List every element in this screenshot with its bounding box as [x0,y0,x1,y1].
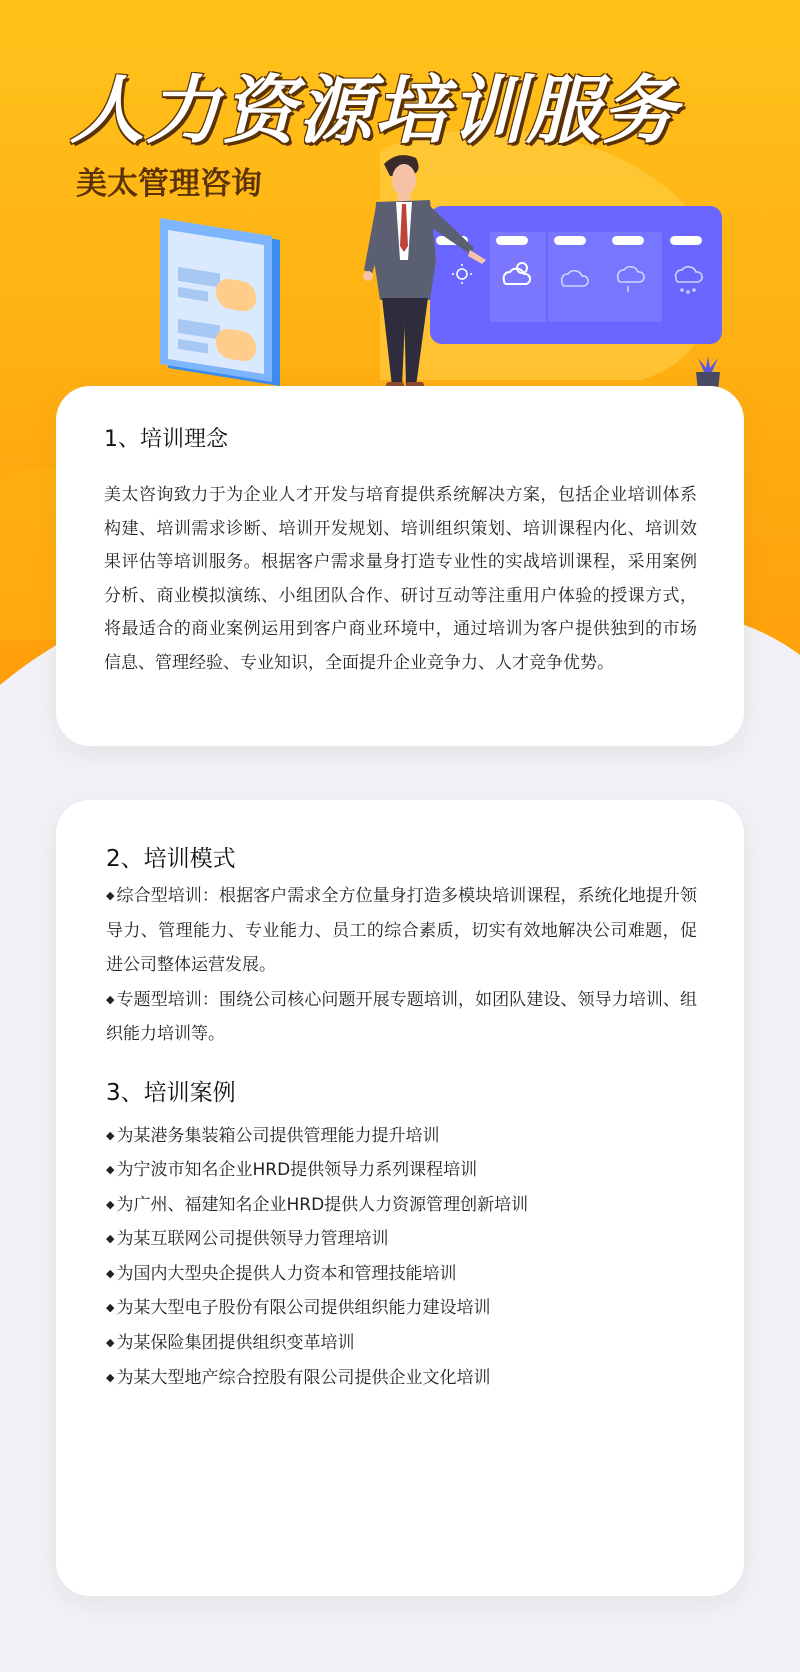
diamond-bullet-icon: ◆ [106,1336,115,1350]
diamond-bullet-icon: ◆ [106,889,115,902]
diamond-bullet-icon: ◆ [106,1128,115,1142]
list-item: ◆ 为国内大型央企提供人力资本和管理技能培训 [106,1257,697,1292]
list-item: ◆ 为宁波市知名企业HRD提供领导力系列课程培训 [106,1153,697,1188]
diamond-bullet-icon: ◆ [106,1163,115,1177]
list-item: ◆ 为某保险集团提供组织变革培训 [106,1326,697,1361]
hero-title: 人力资源培训服务 [70,68,678,154]
section1-body: 美太咨询致力于为企业人才开发与培育提供系统解决方案，包括企业培训体系构建、培训需求诊断、培训开发规划、培训组织策划、培训课程内化、培训效果评估等培训服务。根据客户需求量身打造专业性的实战培训课程，采用案例分析、商业模拟演练、小组团队合作、研讨互动等注重用户体验的授课方式，将最适合的商业案例运用到客户商业环境中，通过培训为客户提供独到的市场信息、管理经验、专业知识，全面提升企业竞争力、人才竞争优势。 [104,485,697,673]
diamond-bullet-icon: ◆ [106,1370,115,1384]
section1-title: 1、培训理念 [104,427,228,452]
diamond-bullet-icon: ◆ [106,1266,115,1280]
hero-subtitle: 美太管理咨询 [76,166,262,202]
mode-item [106,983,697,1052]
diamond-bullet-icon: ◆ [106,1301,115,1315]
section3-title: 3、培训案例 [106,1079,236,1106]
section2-title: 2、培训模式 [106,846,236,872]
mode-item [106,879,697,983]
presenter-illustration [346,150,496,402]
document-illustration [160,218,286,390]
diamond-bullet-icon: ◆ [106,992,115,1006]
philosophy-card [56,386,744,746]
list-item: ◆ 为某港务集装箱公司提供管理能力提升培训 [106,1119,697,1154]
list-item: ◆ 为某互联网公司提供领导力管理培训 [106,1222,697,1257]
list-item: ◆ 为某大型地产综合控股有限公司提供企业文化培训 [106,1361,697,1396]
list-item: ◆ 为某大型电子股份有限公司提供组织能力建设培训 [106,1291,697,1326]
diamond-bullet-icon: ◆ [106,1197,115,1211]
mode-and-cases-card [56,800,744,1596]
mode-item-text: 综合型培训：根据客户需求全方位量身打造多模块培训课程，系统化地提升领导力、管理能力、专业能力、员工的综合素质，切实有效地解决公司难题，促进公司整体运营发展。 [106,886,697,975]
diamond-bullet-icon: ◆ [106,1232,115,1246]
list-item: ◆ 为广州、福建知名企业HRD提供人力资源管理创新培训 [106,1188,697,1223]
mode-item-text: 专题型培训：围绕公司核心问题开展专题培训，如团队建设、领导力培训、组织能力培训等。 [106,989,697,1044]
case-list [106,1119,697,1396]
